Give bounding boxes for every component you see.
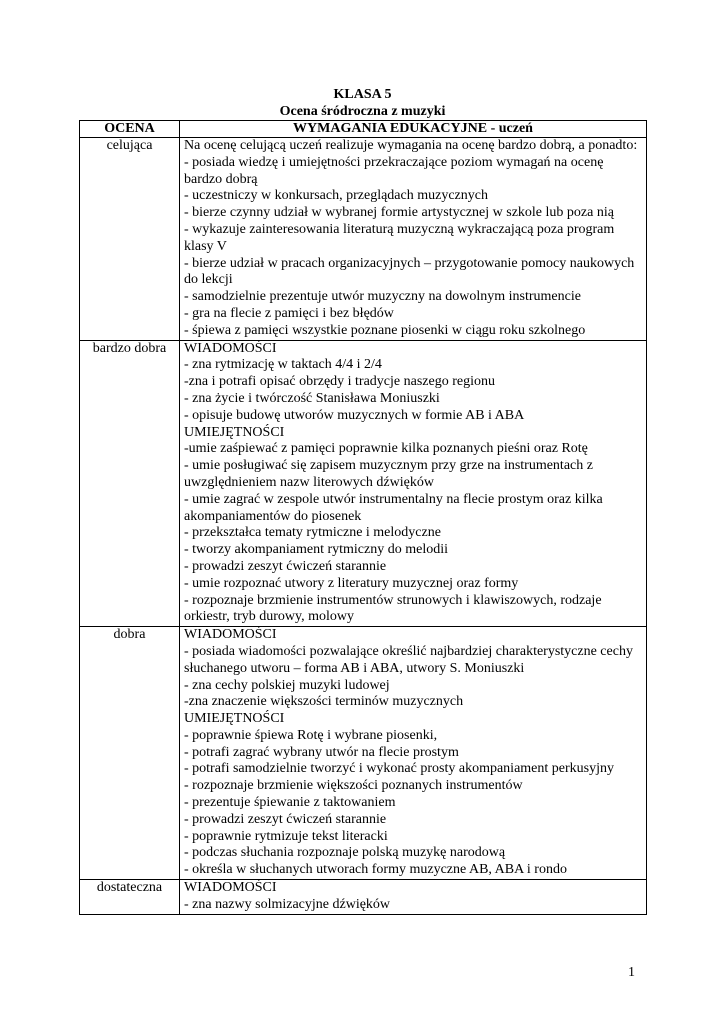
requirement-line: WIADOMOŚCI [184, 880, 277, 896]
requirement-line: UMIEJĘTNOŚCI [184, 711, 285, 727]
requirement-line: - rozpoznaje brzmienie większości poznanych instrumentów [184, 778, 523, 794]
requirement-line: - bierze czynny udział w wybranej formie artystycznej w szkole lub poza nią [184, 205, 614, 221]
requirements-cell [180, 138, 647, 341]
requirement-line: - przekształca tematy rytmiczne i melodyczne [184, 525, 441, 541]
requirements-cell [180, 627, 647, 880]
requirement-line: - opisuje budowę utworów muzycznych w formie AB i ABA [184, 407, 525, 423]
header-grade: OCENA [80, 121, 180, 138]
requirement-line: - samodzielnie prezentuje utwór muzyczny na dowolnym instrumencie [184, 289, 581, 305]
requirement-line: - uczestniczy w konkursach, przeglądach muzycznych [184, 188, 488, 204]
requirements-table [79, 120, 647, 915]
grade-cell: celująca [80, 138, 180, 341]
header-requirements: WYMAGANIA EDUKACYJNE - uczeń [180, 121, 647, 138]
requirement-line: - podczas słuchania rozpoznaje polską muzykę narodową [184, 845, 506, 861]
document-title: KLASA 5 [333, 87, 392, 102]
document-subtitle: Ocena śródroczna z muzyki [279, 104, 446, 119]
requirement-line: -zna znaczenie większości terminów muzycznych [184, 694, 464, 710]
requirement-line: - potrafi zagrać wybrany utwór na flecie prostym [184, 744, 459, 760]
requirement-line: - śpiewa z pamięci wszystkie poznane piosenki w ciągu roku szkolnego [184, 322, 586, 338]
requirement-line: UMIEJĘTNOŚCI [184, 424, 285, 440]
requirements-cell [180, 340, 647, 627]
requirement-line: - prezentuje śpiewanie z taktowaniem [184, 795, 396, 811]
requirement-line: - poprawnie rytmizuje tekst literacki [184, 828, 388, 844]
requirement-line: - posiada wiadomości pozwalające określić najbardziej charakterystyczne cechy słuchanego utworu – forma AB i ABA, utwory S. Moniuszki [184, 643, 633, 676]
table-row [80, 138, 647, 341]
requirement-line: - umie zagrać w zespole utwór instrumentalny na flecie prostym oraz kilka akompaniamentów do piosenek [184, 491, 603, 524]
page-number: 1 [628, 965, 635, 980]
requirement-line: - gra na flecie z pamięci i bez błędów [184, 305, 394, 321]
table-row [80, 880, 647, 915]
requirements-cell [180, 880, 647, 915]
requirement-line: -umie zaśpiewać z pamięci poprawnie kilka poznanych pieśni oraz Rotę [184, 441, 588, 457]
requirement-line: - potrafi samodzielnie tworzyć i wykonać prosty akompaniament perkusyjny [184, 761, 614, 777]
requirement-line: - prowadzi zeszyt ćwiczeń starannie [184, 811, 387, 827]
requirement-line: - zna rytmizację w taktach 4/4 i 2/4 [184, 357, 382, 373]
requirement-line: -zna i potrafi opisać obrzędy i tradycje naszego regionu [184, 374, 495, 390]
requirement-line: - zna nazwy solmizacyjne dźwięków [184, 896, 391, 912]
requirement-line: - wykazuje zainteresowania literaturą muzyczną wykraczającą poza program klasy V [184, 221, 615, 254]
requirement-line: - określa w słuchanych utworach formy muzyczne AB, ABA i rondo [184, 862, 567, 878]
requirement-line: - umie rozpoznać utwory z literatury muzycznej oraz formy [184, 575, 519, 591]
requirement-line: WIADOMOŚCI [184, 627, 277, 643]
table-body [80, 138, 647, 915]
grade-cell: dobra [80, 627, 180, 880]
requirement-line: - posiada wiedzę i umiejętności przekraczające poziom wymagań na ocenę bardzo dobrą [184, 154, 604, 187]
requirement-line: Na ocenę celującą uczeń realizuje wymagania na ocenę bardzo dobrą, a ponadto: [184, 138, 638, 153]
requirement-line: - poprawnie śpiewa Rotę i wybrane piosenki, [184, 727, 438, 743]
requirement-line: - tworzy akompaniament rytmiczny do melodii [184, 542, 448, 558]
grade-cell: dostateczna [80, 880, 180, 915]
requirement-line: - umie posługiwać się zapisem muzycznym przy grze na instrumentach z uwzględnieniem nazw literowych dźwięków [184, 458, 593, 490]
table-row [80, 340, 647, 627]
requirement-line: - bierze udział w pracach organizacyjnych – przygotowanie pomocy naukowych do lekcji [184, 255, 635, 288]
requirement-line: - prowadzi zeszyt ćwiczeń starannie [184, 558, 387, 574]
table-row [80, 627, 647, 880]
requirement-line: - zna życie i twórczość Stanisława Moniuszki [184, 390, 440, 406]
table-header-row [80, 121, 647, 138]
requirement-line: - zna cechy polskiej muzyki ludowej [184, 677, 390, 693]
requirement-line: - rozpoznaje brzmienie instrumentów strunowych i klawiszowych, rodzaje orkiestr, tryb durowy, molowy [184, 592, 602, 625]
requirement-line: WIADOMOŚCI [184, 340, 277, 356]
grade-cell: bardzo dobra [80, 340, 180, 627]
